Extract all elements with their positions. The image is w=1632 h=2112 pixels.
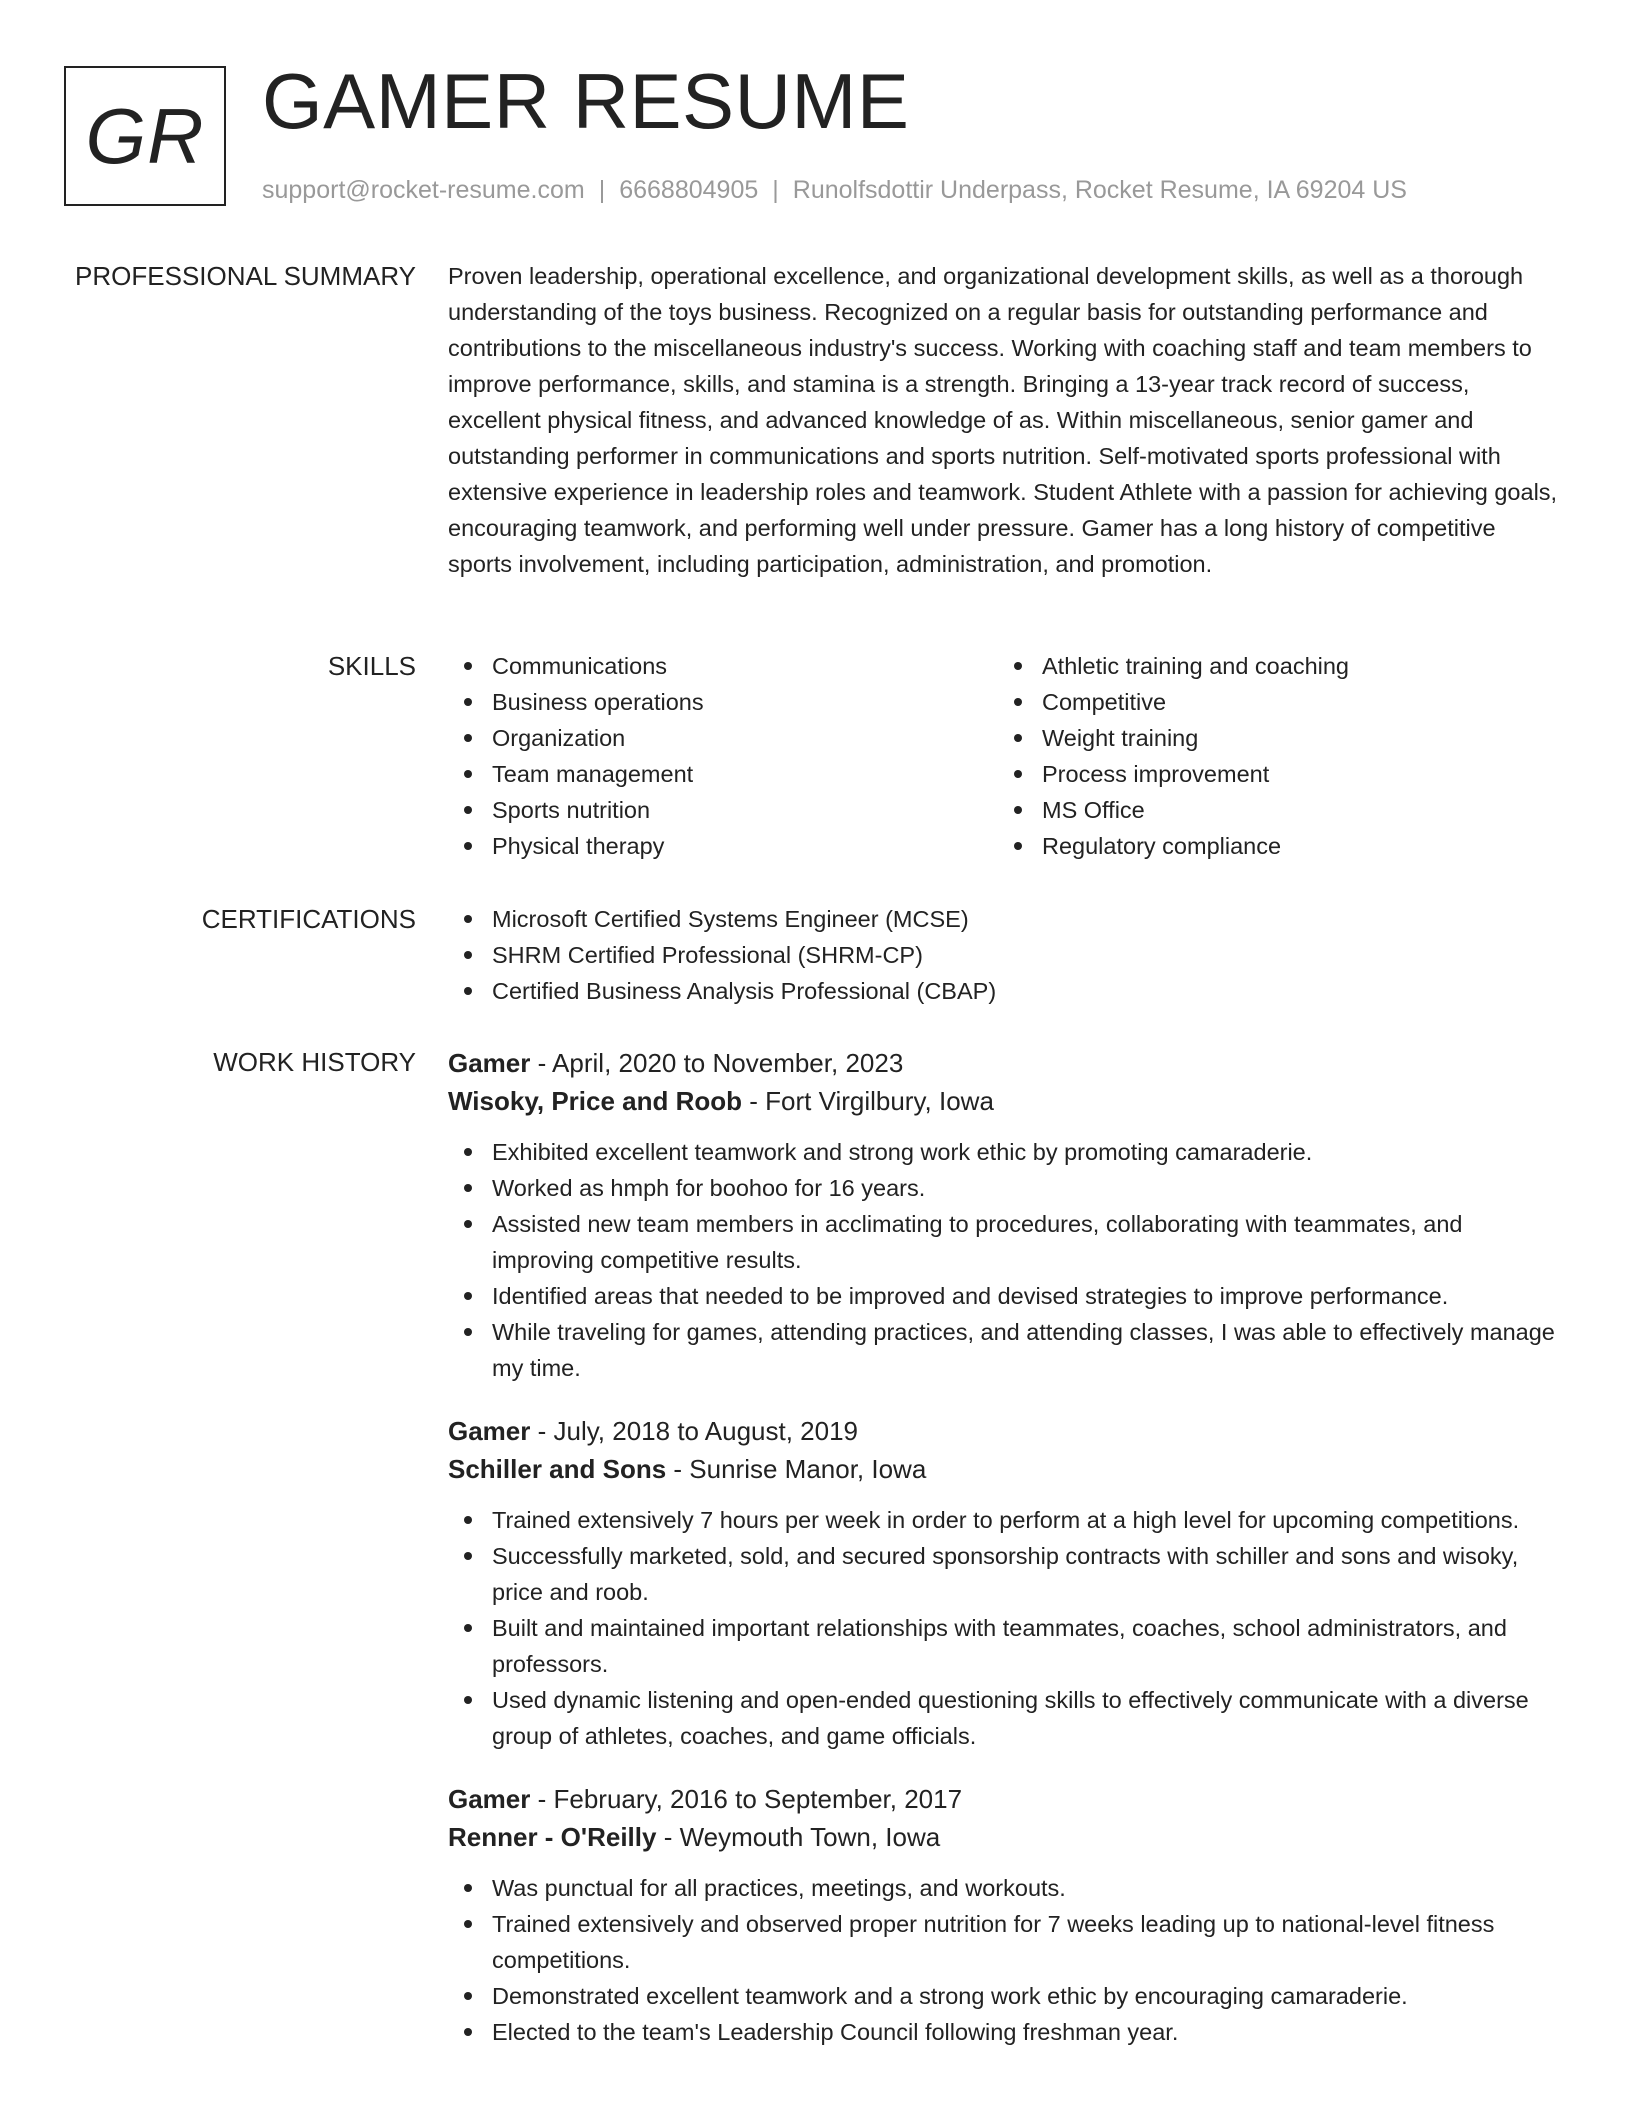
- contact-address: Runolfsdottir Underpass, Rocket Resume, IA 69204 US: [792, 176, 1407, 204]
- summary-body: [448, 258, 1566, 582]
- skill-item: Regulatory compliance: [998, 828, 1548, 864]
- resume-name: GAMER RESUME: [262, 57, 910, 145]
- job-entry: [448, 1780, 1566, 2050]
- certifications-list: [448, 901, 1566, 1009]
- job-company-line: [448, 1450, 1566, 1488]
- job-bullet: Identified areas that needed to be improved and devised strategies to improve performance.: [448, 1278, 1566, 1314]
- certification-item: SHRM Certified Professional (SHRM-CP): [448, 937, 1566, 973]
- job-company: Renner - O'Reilly: [448, 1822, 657, 1852]
- job-bullet: Trained extensively and observed proper nutrition for 7 weeks leading up to national-level fitness competitions.: [448, 1906, 1566, 1978]
- job-bullet: Built and maintained important relationships with teammates, coaches, school administrators, and professors.: [448, 1610, 1566, 1682]
- skill-item: Physical therapy: [448, 828, 998, 864]
- skill-item: Weight training: [998, 720, 1548, 756]
- job-bullet: Successfully marketed, sold, and secured sponsorship contracts with schiller and sons and wisoky, price and roob.: [448, 1538, 1566, 1610]
- monogram-box: [64, 66, 226, 206]
- job-title-line: [448, 1044, 1566, 1082]
- work-history-body: [448, 1044, 1566, 2076]
- job-bullet: Elected to the team's Leadership Council following freshman year.: [448, 2014, 1566, 2050]
- contact-separator: |: [598, 176, 606, 204]
- job-bullets: [448, 1134, 1566, 1386]
- job-bullet: While traveling for games, attending practices, and attending classes, I was able to effectively manage my time.: [448, 1314, 1566, 1386]
- job-entry: [448, 1044, 1566, 1386]
- skill-item: Team management: [448, 756, 998, 792]
- skills-body: [448, 648, 1566, 864]
- job-bullets: [448, 1870, 1566, 2050]
- job-title-line: [448, 1412, 1566, 1450]
- section-label-summary: PROFESSIONAL SUMMARY: [75, 261, 416, 291]
- certification-item: Certified Business Analysis Professional (CBAP): [448, 973, 1566, 1009]
- job-company: Wisoky, Price and Roob: [448, 1086, 743, 1116]
- job-dates: - February, 2016 to September, 2017: [530, 1784, 963, 1814]
- skill-item: Organization: [448, 720, 998, 756]
- job-dates: - July, 2018 to August, 2019: [530, 1416, 859, 1446]
- skills-list-right: [998, 648, 1548, 864]
- job-bullet: Trained extensively 7 hours per week in order to perform at a high level for upcoming competitions.: [448, 1502, 1566, 1538]
- job-location: - Fort Virgilbury, Iowa: [742, 1086, 994, 1116]
- section-label-skills: SKILLS: [327, 651, 416, 681]
- job-location: - Sunrise Manor, Iowa: [666, 1454, 927, 1484]
- skill-item: MS Office: [998, 792, 1548, 828]
- skill-item: Business operations: [448, 684, 998, 720]
- skills-list-left: [448, 648, 998, 864]
- job-bullet: Worked as hmph for boohoo for 16 years.: [448, 1170, 1566, 1206]
- job-title-line: [448, 1780, 1566, 1818]
- job-title: Gamer: [448, 1416, 531, 1446]
- skill-item: Athletic training and coaching: [998, 648, 1548, 684]
- job-bullet: Assisted new team members in acclimating to procedures, collaborating with teammates, and improving competitive results.: [448, 1206, 1566, 1278]
- certifications-body: [448, 901, 1566, 1009]
- section-label-certifications: CERTIFICATIONS: [201, 904, 416, 934]
- job-bullet: Exhibited excellent teamwork and strong work ethic by promoting camaraderie.: [448, 1134, 1566, 1170]
- monogram-initials: GR: [85, 91, 205, 180]
- contact-email[interactable]: support@rocket-resume.com: [262, 176, 585, 204]
- job-bullet: Used dynamic listening and open-ended questioning skills to effectively communicate with a diverse group of athletes, coaches, and game officials.: [448, 1682, 1566, 1754]
- skill-item: Sports nutrition: [448, 792, 998, 828]
- job-entry: [448, 1412, 1566, 1754]
- job-company-line: [448, 1082, 1566, 1120]
- job-company-line: [448, 1818, 1566, 1856]
- skill-item: Communications: [448, 648, 998, 684]
- contact-line: [262, 172, 1407, 208]
- job-bullet: Was punctual for all practices, meetings, and workouts.: [448, 1870, 1566, 1906]
- section-label-work-history: WORK HISTORY: [213, 1047, 416, 1077]
- job-location: - Weymouth Town, Iowa: [656, 1822, 941, 1852]
- job-title: Gamer: [448, 1784, 531, 1814]
- job-company: Schiller and Sons: [448, 1454, 667, 1484]
- skill-item: Competitive: [998, 684, 1548, 720]
- job-bullet: Demonstrated excellent teamwork and a strong work ethic by encouraging camaraderie.: [448, 1978, 1566, 2014]
- job-dates: - April, 2020 to November, 2023: [530, 1048, 904, 1078]
- contact-phone[interactable]: 6668804905: [619, 176, 759, 204]
- skill-item: Process improvement: [998, 756, 1548, 792]
- certification-item: Microsoft Certified Systems Engineer (MCSE): [448, 901, 1566, 937]
- summary-text: Proven leadership, operational excellence, and organizational development skills, as well as a thorough understanding of the toys business. Recognized on a regular basis for outstanding performance and contributions to the miscellaneous industry's success. Working with coaching staff and team members to improve performance, skills, and stamina is a strength. Bringing a 13-year track record of success, excellent physical fitness, and advanced knowledge of as. Within miscellaneous, senior gamer and outstanding performer in communications and sports nutrition. Self-motivated sports professional with extensive experience in leadership roles and teamwork. Student Athlete with a passion for achieving goals, encouraging teamwork, and performing well under pressure. Gamer has a long history of competitive sports involvement, including participation, administration, and promotion.: [448, 263, 1558, 577]
- job-title: Gamer: [448, 1048, 531, 1078]
- job-bullets: [448, 1502, 1566, 1754]
- contact-separator: |: [772, 176, 779, 204]
